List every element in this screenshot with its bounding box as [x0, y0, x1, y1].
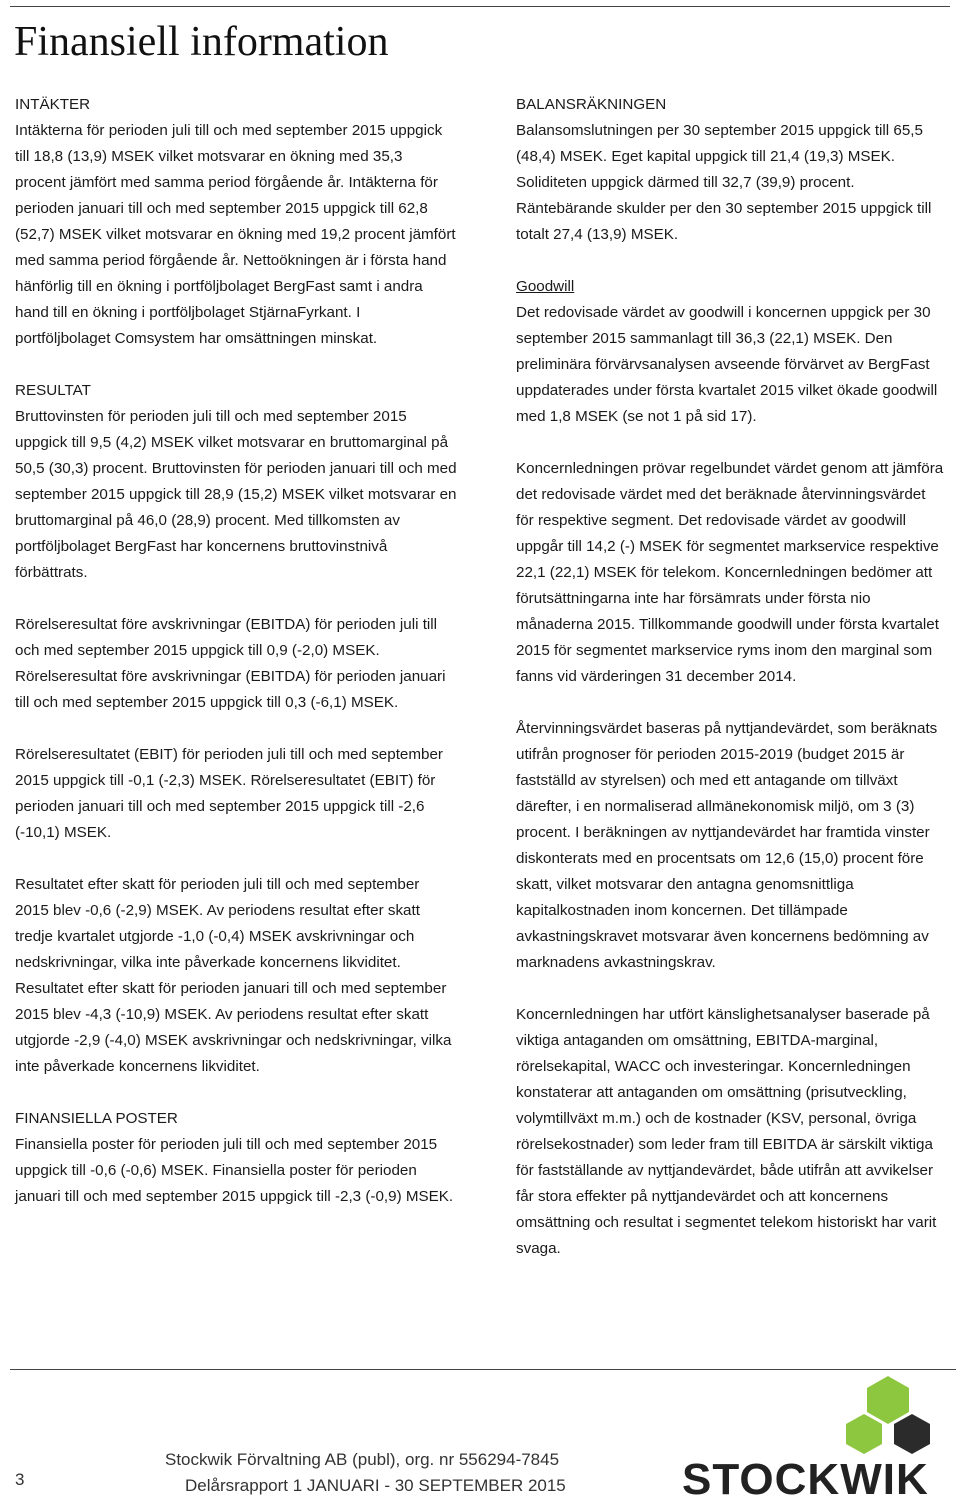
balans-paragraph: Balansomslutningen per 30 september 2015 uppgick till 65,5 (48,4) MSEK. Eget kapital uppgick till 21,4 (19,3) MSEK. Soliditeten uppgick därmed till 32,7 (39,9) procent. Räntebärande skulder per den 30 september 2015 uppgick till totalt 27,4 (13,9) MSEK. — [516, 122, 932, 243]
page-title: Finansiell information — [14, 19, 389, 65]
goodwill-paragraph-4: Koncernledningen har utfört känslighetsanalyser baserade på viktiga antaganden om omsättning, EBITDA-marginal, rörelsekapital, WACC och investeringar. Koncernledningen konstaterar att antaganden om omsättning (prisutveckling, volymtillväxt m.m.) och de kostnader (KSV, personal, övriga rörelsekostnader) som leder fram till EBITDA är särskilt viktiga för fastställande av nyttjandevärdet, både utifrån att avvikelser får stora effekter på nyttjandevärdet och att koncernens omsättning och resultat i segmentet telekom historiskt har varit svaga. — [516, 1006, 937, 1257]
intakter-heading: INTÄKTER — [15, 96, 91, 113]
right-column — [516, 92, 946, 1288]
finansiella-heading: FINANSIELLA POSTER — [15, 1110, 178, 1127]
balans-heading: BALANSRÄKNINGEN — [516, 96, 667, 113]
top-rule — [10, 6, 950, 7]
logo-wordmark: STOCKWIK — [682, 1455, 929, 1504]
hexagon-logo-icon — [838, 1374, 938, 1458]
footer-report-line: Delårsrapport 1 JANUARI - 30 SEPTEMBER 2015 — [185, 1476, 566, 1495]
resultat-paragraph-1: Bruttovinsten för perioden juli till och med september 2015 uppgick till 9,5 (4,2) MSEK vilket motsvarar en bruttomarginal på 50,5 (30,3) procent. Bruttovinsten för perioden januari till och med september 2015 uppgick till 28,9 (15,2) MSEK vilket motsvarar en bruttomarginal på 46,0 (28,9) procent. Med tillkomsten av portföljbolaget BergFast har koncernens bruttovinstnivå förbättrats. — [15, 408, 457, 581]
left-column — [15, 92, 457, 1236]
goodwill-paragraph-3: Återvinningsvärdet baseras på nyttjandevärdet, som beräknats utifrån prognoser för perioden 2015-2019 (budget 2015 är fastställd av styrelsen) och med ett antagande om tillväxt därefter, i en normaliserad allmänekonomisk miljö, om 3 (3) procent. I beräkningen av nyttjandevärdet har framtida vinster diskonterats med en procentsats om 12,6 (15,0) procent före skatt, vilket motsvarar den antagna genomsnittliga kapitalkostnaden inom koncernen. Det tillämpade avkastningskravet motsvarar även koncernens bedömning av marknadens avkastningskrav. — [516, 720, 938, 971]
footer-company-line: Stockwik Förvaltning AB (publ), org. nr 556294-7845 — [165, 1450, 560, 1469]
goodwill-heading: Goodwill — [516, 278, 575, 295]
finansiella-paragraph: Finansiella poster för perioden juli till och med september 2015 uppgick till -0,6 (-0,6) MSEK. Finansiella poster för perioden januari till och med september 2015 uppgick till -2,3 (-0,9) MSEK. — [15, 1136, 454, 1205]
goodwill-paragraph-1: Det redovisade värdet av goodwill i koncernen uppgick per 30 september 2015 sammanlagt till 36,3 (22,1) MSEK. Den preliminära förvärvsanalysen avseende förvärvet av BergFast uppdaterades under första kvartalet 2015 vilket ökade goodwill med 1,8 MSEK (se not 1 på sid 17). — [516, 304, 938, 425]
intakter-paragraph: Intäkterna för perioden juli till och med september 2015 uppgick till 18,8 (13,9) MSEK vilket motsvarar en ökning med 35,3 procent jämfört med samma period förgående år. Intäkterna för perioden januari till och med september 2015 uppgick till 62,8 (52,7) MSEK vilket motsvarar en ökning med 19,2 procent jämfört med samma period förgående år. Nettoökningen är i första hand hänförlig till en ökning i portföljbolaget BergFast samt i andra hand till en ökning i portföljbolaget StjärnaFyrkant. I portföljbolaget Comsystem har omsättningen minskat. — [15, 122, 456, 347]
page-number: 3 — [15, 1470, 25, 1489]
resultat-paragraph-2: Rörelseresultat före avskrivningar (EBITDA) för perioden juli till och med september 2015 uppgick till 0,9 (-2,0) MSEK. Rörelseresultat före avskrivningar (EBITDA) för perioden januari till och med september 2015 uppgick till 0,3 (-6,1) MSEK. — [15, 616, 446, 711]
bottom-rule — [10, 1369, 956, 1370]
resultat-paragraph-4: Resultatet efter skatt för perioden juli till och med september 2015 blev -0,6 (-2,9) MSEK. Av periodens resultat efter skatt tredje kvartalet utgjorde -1,0 (-0,4) MSEK avskrivningar och nedskrivningar, vilka inte påverkade koncernens likviditet. Resultatet efter skatt för perioden januari till och med september 2015 blev -4,3 (-10,9) MSEK. Av periodens resultat efter skatt utgjorde -2,9 (-4,0) MSEK avskrivningar och nedskrivningar, vilka inte påverkade koncernens likviditet. — [15, 876, 452, 1075]
resultat-paragraph-3: Rörelseresultatet (EBIT) för perioden juli till och med september 2015 uppgick till -0,1 (-2,3) MSEK. Rörelseresultatet (EBIT) för perioden januari till och med september 2015 uppgick till -2,6 (-10,1) MSEK. — [15, 746, 443, 841]
resultat-heading: RESULTAT — [15, 382, 91, 399]
goodwill-paragraph-2: Koncernledningen prövar regelbundet värdet genom att jämföra det redovisade värdet med det beräknade återvinningsvärdet för respektive segment. Det redovisade värdet av goodwill uppgår till 14,2 (-) MSEK för segmentet markservice respektive 22,1 (22,1) MSEK för telekom. Koncernledningen bedömer att förutsättningarna inte har försämrats under första nio månaderna 2015. Tillkommande goodwill under första kvartalet 2015 för segmentet markservice ryms inom den marginal som fanns vid värderingen 31 december 2014. — [516, 460, 944, 685]
